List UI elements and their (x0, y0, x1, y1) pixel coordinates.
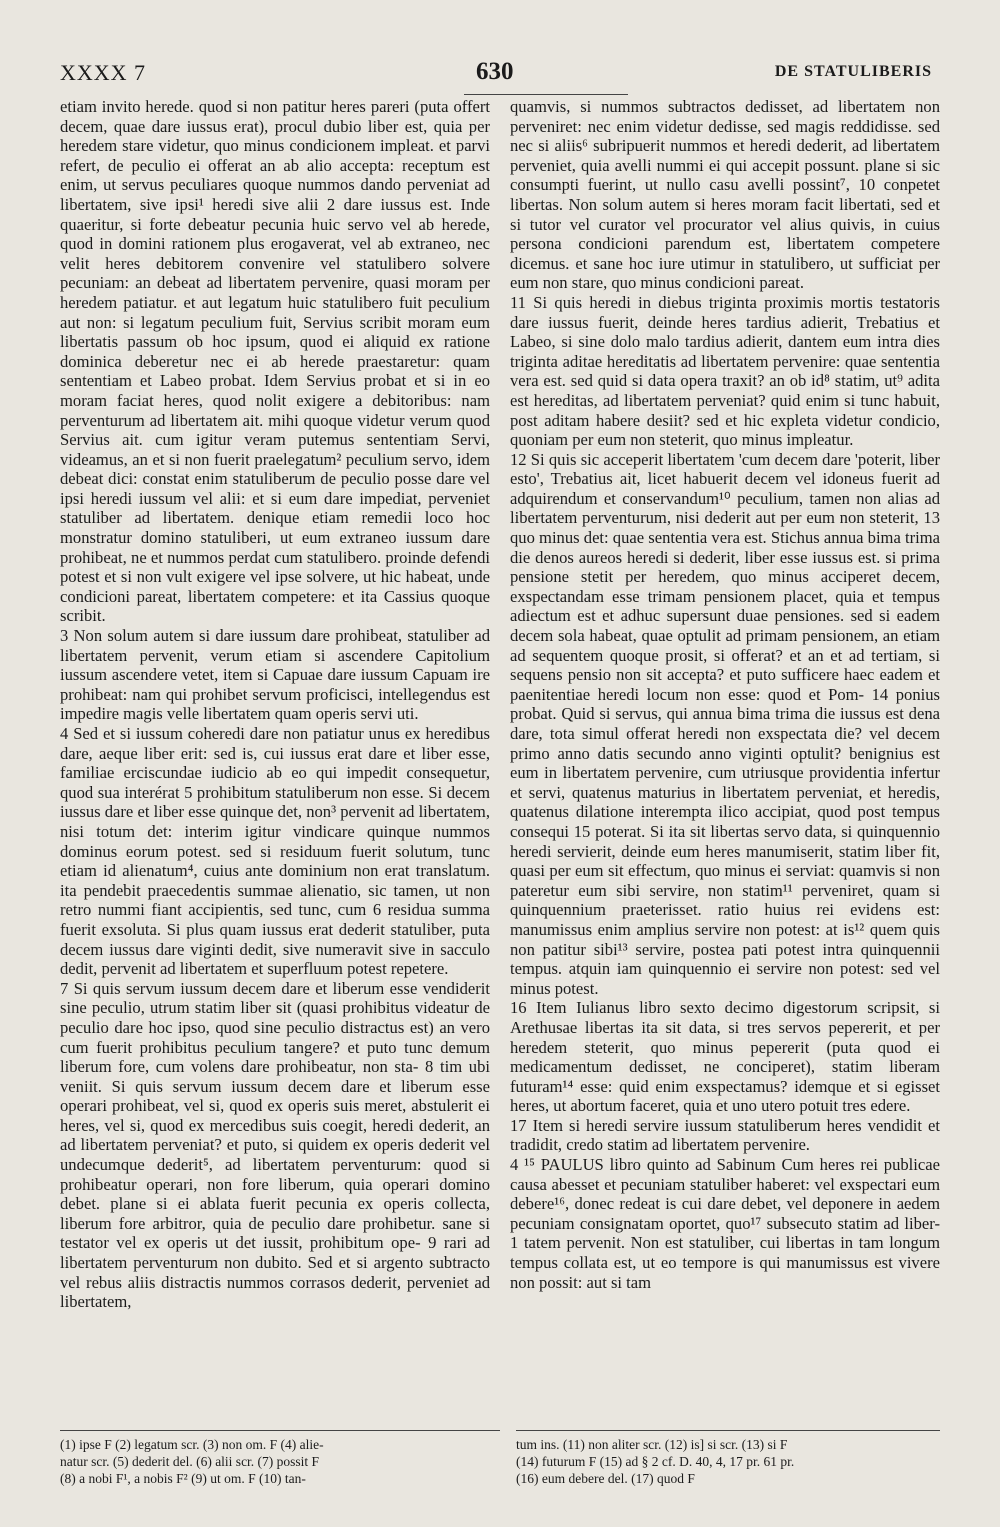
footnote-line: (1) ipse F (2) legatum scr. (3) non om. F (4) alie- (60, 1437, 324, 1452)
left-column-paragraph: 4 Sed et si iussum coheredi dare non patiatur unus ex heredibus dare, aeque liber erit: sed is, cui iussus erat dare et liber esse, familiae erciscundae iudicio ab eo qui impedit consequetur, quod sua interérat 5 prohibitum statuliberum non esse. Si decem iussus dare et liber esse quinque det, non³ pervenit ad libertatem, nisi totum det: interim igitur vindicare quinque nummos dominus eorum potest. sed si residuum fuerit solutum, tunc etiam id alienatum⁴, cuius ante dominium non erat translatum. ita pendebit praecedentis summae alienatio, sic tamen, ut non retro nummi fiant accipientis, sed tunc, cum 6 residua summa fuerit exsoluta. Si plus quam iussus erat dederit statuliber, puta decem iussus dare viginti dedit, sive numeravit sive in sacculo dedit, pervenit ad libertatem et superfluum potest repetere. (60, 724, 490, 979)
left-column-paragraph: etiam invito herede. quod si non patitur heres pareri (puta offert decem, quae dare iussus erat), procul dubio liber est, quia per heredem stare videtur, quo minus condicionem impleat. et parvi refert, de peculio ei offerat an ab alio accepta: receptum est enim, ut servus peculiares quoque nummos dando perveniat ad libertatem, sive ipsi¹ heredi sive alii 2 dare iussus est. Inde quaeritur, si forte debeatur pecunia huic servo vel ab herede, quod in domini rationem plus erogaverat, vel ab extraneo, nec velit heres debitorem convenire vel statulibero solvere pecuniam: an debeat ad libertatem pervenire, quasi moram per heredem patiatur. et aut legatum huic statulibero fuit peculium aut non: si legatum peculium fuit, Servius scribit moram eum libertatis passum ob hoc ipsum, quod ei aliquid ex ratione dominica deberetur nec ei ab herede praestaretur: quam sententiam et Labeo probat. Idem Servius probat et si in eo moram faciat heres, quod nolit exigere a debitoribus: nam perventurum ad libertatem ait. mihi quoque videtur verum quod Servius ait. cum igitur veram putemus sententiam Servi, videamus, an et si non fuerit praelegatum² peculium servo, idem debeat dici: constat enim statuliberum de peculio posse dare vel ipsi heredi iussum vel alii: et si eum dare impediat, perveniet statuliber ad libertatem. denique etiam remedii loco hoc monstratur domino statuliberi, ut eum extraneo iussum dare prohibeat, ne et nummos perdat cum statulibero. proinde defendi potest et si non vult exigere vel ipse solvere, ut hic habeat, unde condicioni pareat, libertatem competere: et ita Cassius quoque scribit. (60, 97, 490, 626)
footnotes-right (516, 1436, 940, 1487)
right-column-paragraph: 16 Item Iulianus libro sexto decimo digestorum scripsit, si Arethusae libertas ita sit data, si tres servos pepererit, et per heredem steterit, quo minus pepererit (puta quod ei medicamentum dedisset, ne conciperet), statim liberam futuram¹⁴ esse: quid enim exspectamus? idemque et si egisset heres, ut abortum faceret, quia et uno utero potuit tres edere. (510, 998, 940, 1116)
left-column-paragraph: 3 Non solum autem si dare iussum dare prohibeat, statuliber ad libertatem pervenit, verum etiam si ascendere Capitolium iussum ascendere vetet, item si Capuae dare iussum Capuam ire prohibeat: nam qui prohibet servum proficisci, intellegendus est impedire magis velle libertatem quam operis servi uti. (60, 626, 490, 724)
footnote-line: natur scr. (5) dederit del. (6) alii scr. (7) possit F (60, 1454, 320, 1469)
right-column-paragraph: 4 ¹⁵ PAULUS libro quinto ad Sabinum Cum heres rei publicae causa abesset et pecuniam statuliber haberet: vel exspectari eum debere¹⁶, donec redeat is cui dare debet, vel deponere in aedem pecuniam consignatam oportet, quo¹⁷ subsecuto statim ad liber- 1 tatem pervenit. Non est statuliber, cui libertas in tam longum tempus collata est, ut eo tempore is qui manumissus est vivere non possit: aut si tam (510, 1155, 940, 1292)
right-text-column (510, 97, 940, 1424)
right-column-paragraph: 11 Si quis heredi in diebus triginta proximis mortis testatoris dare iussus fuerit, deinde heres tardius adierit, Trebatius et Labeo, si sine dolo malo tardius adierit, dantem eum intra dies triginta aditae hereditatis ad libertatem pervenire: quae sententia vera est. sed quid si data opera traxit? an ob id⁸ statim, ut⁹ adita est hereditas, ad libertatem perveniat? quid enim si tunc habuit, post aditam habere desiit? sed et hic expleta videtur condicio, quoniam per eum non steterit, quo minus impleatur. (510, 292, 940, 450)
footnotes-left (60, 1436, 500, 1487)
footnote-rule (60, 1430, 500, 1431)
running-header (60, 58, 932, 92)
left-column-paragraph: 7 Si quis servum iussum decem dare et liberum esse vendiderit sine peculio, utrum statim liber sit (quasi prohibitus videatur de peculio dare hoc ipso, quod sine peculio distractus est) an vero cum fuerit prohibitus peculium tangere? et puto tunc demum liberum fore, cum volens dare prohibeatur, non sta- 8 tim ubi veniit. Si quis servum iussum decem dare et liberum esse operari prohibeat, vel si, quod ex operis suis meret, abstulerit ei heres, vel si, quod ex mercedibus suis coegit, heredi dederit, an ad libertatem perveniat? et puto, si quidem ex operis dederit vel undecumque dederit⁵, ad libertatem perventurum: quod si prohibeatur operari, non fore liberum, quia operari domino debet. plane si ei ablata fuerit pecunia ex operis collecta, liberum fore arbitror, quia de peculio dare prohibetur. sane si testator vel ex operis ut det iussit, prohibitum ope- 9 rari ad libertatem perventurum non dubito. Sed et si argento subtracto vel rebus aliis distractis nummos corrasos dederit, perveniet ad libertatem, (60, 978, 490, 1312)
header-book-ref: XXXX 7 (60, 60, 147, 85)
right-column-paragraph: quamvis, si nummos subtractos dedisset, ad libertatem non perveniret: nec enim videtur dedisse, sed magis reddidisse. sed nec si aliis⁶ subripuerit nummos et heredi dederit, ad libertatem perveniet, quia avelli nummi ei qui accepit possunt. plane si sic consumpti fuerint, ut nullo casu avelli possint⁷, 10 conpetet libertas. Non solum autem si heres moram facit libertati, sed et si tutor vel curator vel procurator vel alius quivis, in cuius persona condicioni parendum est, libertatem competere dicemus. et sane hoc iure utimur in statulibero, ut sufficiat per eum non stare, quo minus condicioni pareat. (510, 97, 940, 293)
footnote-rule (516, 1430, 940, 1431)
footnote-line: (16) eum debere del. (17) quod F (516, 1471, 695, 1486)
left-text-column (60, 97, 490, 1424)
footnote-line: (8) a nobi F¹, a nobis F² (9) ut om. F (10) tan- (60, 1471, 306, 1486)
footnote-line: tum ins. (11) non aliter scr. (12) is] si scr. (13) si F (516, 1437, 788, 1452)
footnote-line: (14) futurum F (15) ad § 2 cf. D. 40, 4, 17 pr. 61 pr. (516, 1454, 795, 1469)
right-column-paragraph: 17 Item si heredi servire iussum statuliberum heres vendidit et tradidit, credo statim ad libertatem pervenire. (510, 1115, 940, 1155)
page-number: 630 (476, 58, 514, 85)
header-rule (464, 94, 628, 95)
right-column-paragraph: 12 Si quis sic acceperit libertatem 'cum decem dare 'poterit, liber esto', Trebatius ait, licet habuerit decem vel idoneus fuerit ad adquirendum et conservandum¹⁰ peculium, tamen non alias ad libertatem perventurum, nisi dederit aut per eum non steterit, 13 quo minus det: quae sententia vera est. Stichus annua bima trima die denos aureos heredi si dederit, liber esse iussus est. si prima pensione stetit per heredem, quo minus acciperet decem, exspectandam esse trimam pensionem placet, quia et tempus adiectum est et adhuc supersunt duae pensiones. sed si eadem decem sola habeat, quae optulit ad primam pensionem, an etiam ad sequentem quoque prosit, si offerat? et an et ad tertiam, si sequens pensio non sit accepta? et puto sufficere haec eadem et paenitentiae heredi locum non esse: quod et Pom- 14 ponius probat. Quid si servus, qui annua bima trima die iussus est dena dare, tota simul offerat heredi non exspectata die? vel decem primo anno datis secundo anno viginti optulit? benignius est eum in libertatem pervenire, cum utriusque providentia infertur et servi, quatenus maturius in libertatem perveniat, et heredis, quatenus dilatione interempta ilico accipiat, quod post tempus consequi 15 poterat. Si ita sit libertas servo data, si quinquennio heredi servierit, deinde eum heres manumiserit, statim liber fit, quasi per eum sit effectum, quo minus ei serviat: quamvis si non pateretur eum sibi servire, non statim¹¹ perveniret, quam si quinquennium praeterisset. ratio huius rei evidens est: manumissus enim amplius servire non potest: at is¹² quem quis non patitur sibi¹³ servire, postea pati potest intra quinquennii tempus. atquin iam quinquennio ei servire non potest: sed vel minus potest. (510, 449, 940, 998)
header-title: DE STATULIBERIS (774, 63, 932, 80)
